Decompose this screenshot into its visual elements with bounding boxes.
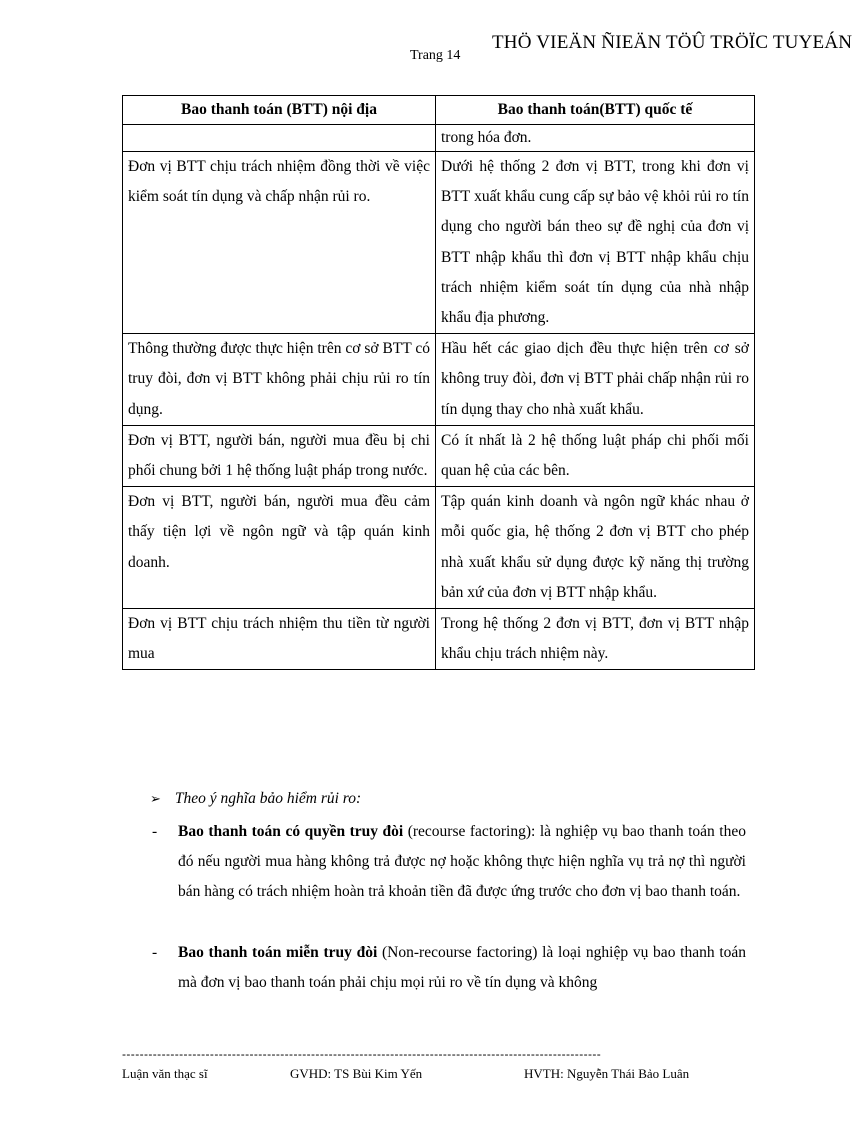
- item-text: (recourse factoring): là nghiệp vụ bao thanh toán theo đó nếu người mua hàng không trả được nợ hoặc không thực hiện nghĩa vụ trả nợ thì người bán hàng có trách nhiệm hoàn trả khoản tiền đã được ứng trước cho đơn vị bao thanh toán.: [178, 823, 746, 900]
- column-header-international: Bao thanh toán(BTT) quốc tế: [436, 96, 755, 125]
- table-row: [123, 609, 755, 670]
- table-cell-international: Hầu hết các giao dịch đều thực hiện trên cơ sở không truy đòi, đơn vị BTT phải chấp nhận rủi ro tín dụng thay cho nhà xuất khẩu.: [436, 334, 755, 426]
- table-row: [123, 425, 755, 486]
- table-cell-domestic: [123, 125, 436, 152]
- table-cell-international: Tập quán kinh doanh và ngôn ngữ khác nhau ở mỗi quốc gia, hệ thống 2 đơn vị BTT cho phép nhà xuất khẩu sử dụng được kỹ năng thị trường bản xứ của đơn vị BTT nhập khẩu.: [436, 487, 755, 609]
- table-row: [123, 334, 755, 426]
- arrow-bullet-icon: ➢: [150, 792, 161, 807]
- table-cell-domestic: Thông thường được thực hiện trên cơ sở BTT có truy đòi, đơn vị BTT không phải chịu rủi ro tín dụng.: [123, 334, 436, 426]
- table-cell-domestic: Đơn vị BTT, người bán, người mua đều cảm thấy tiện lợi về ngôn ngữ và tập quán kinh doanh.: [123, 487, 436, 609]
- table-cell-domestic: Đơn vị BTT chịu trách nhiệm đồng thời về việc kiểm soát tín dụng và chấp nhận rủi ro.: [123, 152, 436, 334]
- section-heading: [150, 790, 361, 808]
- site-title: THÖ VIEÄN ÑIEÄN TÖÛ TRÖÏC TUYEÁN: [492, 32, 852, 53]
- table-cell-international: Dưới hệ thống 2 đơn vị BTT, trong khi đơn vị BTT xuất khẩu cung cấp sự bảo vệ khỏi rủi ro tín dụng cho người bán theo sự đề nghị của đơn vị BTT nhập khẩu thì đơn vị BTT nhập khẩu chịu trách nhiệm kiểm soát tín dụng của nhà nhập khẩu địa phương.: [436, 152, 755, 334]
- section-heading-text: Theo ý nghĩa bảo hiểm rủi ro:: [174, 790, 362, 807]
- dash-bullet: -: [152, 944, 158, 961]
- table-header-row: [123, 96, 755, 125]
- footer-student: HVTH: Nguyễn Thái Bảo Luân: [524, 1066, 690, 1081]
- item-text: (Non-recourse factoring) là loại nghiệp vụ bao thanh toán mà đơn vị bao thanh toán phải chịu mọi rủi ro về tín dụng và không: [178, 944, 746, 991]
- table-row: [123, 125, 755, 152]
- table-row: [123, 152, 755, 334]
- table-cell-domestic: Đơn vị BTT chịu trách nhiệm thu tiền từ người mua: [123, 609, 436, 670]
- footer-divider: -------------------------------------------------------------------------------------------------------------: [122, 1047, 602, 1061]
- item-term: Bao thanh toán có quyền truy đòi: [178, 823, 404, 840]
- list-item: [152, 938, 746, 998]
- item-term: Bao thanh toán miễn truy đòi: [178, 944, 378, 961]
- footer-thesis-label: Luận văn thạc sĩ: [122, 1066, 208, 1081]
- table-cell-international: Có ít nhất là 2 hệ thống luật pháp chi phối mối quan hệ của các bên.: [436, 425, 755, 486]
- dash-bullet: -: [152, 823, 158, 840]
- column-header-domestic: Bao thanh toán (BTT) nội địa: [123, 96, 436, 125]
- table-row: [123, 487, 755, 609]
- table-cell-domestic: Đơn vị BTT, người bán, người mua đều bị chi phối chung bởi 1 hệ thống luật pháp trong nước.: [123, 425, 436, 486]
- list-item: [152, 817, 746, 907]
- table-cell-international: Trong hệ thống 2 đơn vị BTT, đơn vị BTT nhập khẩu chịu trách nhiệm này.: [436, 609, 755, 670]
- table-cell-international: trong hóa đơn.: [436, 125, 755, 152]
- footer-advisor: GVHD: TS Bùi Kim Yến: [290, 1066, 423, 1081]
- comparison-table: [122, 95, 755, 670]
- page-number: Trang 14: [410, 48, 461, 63]
